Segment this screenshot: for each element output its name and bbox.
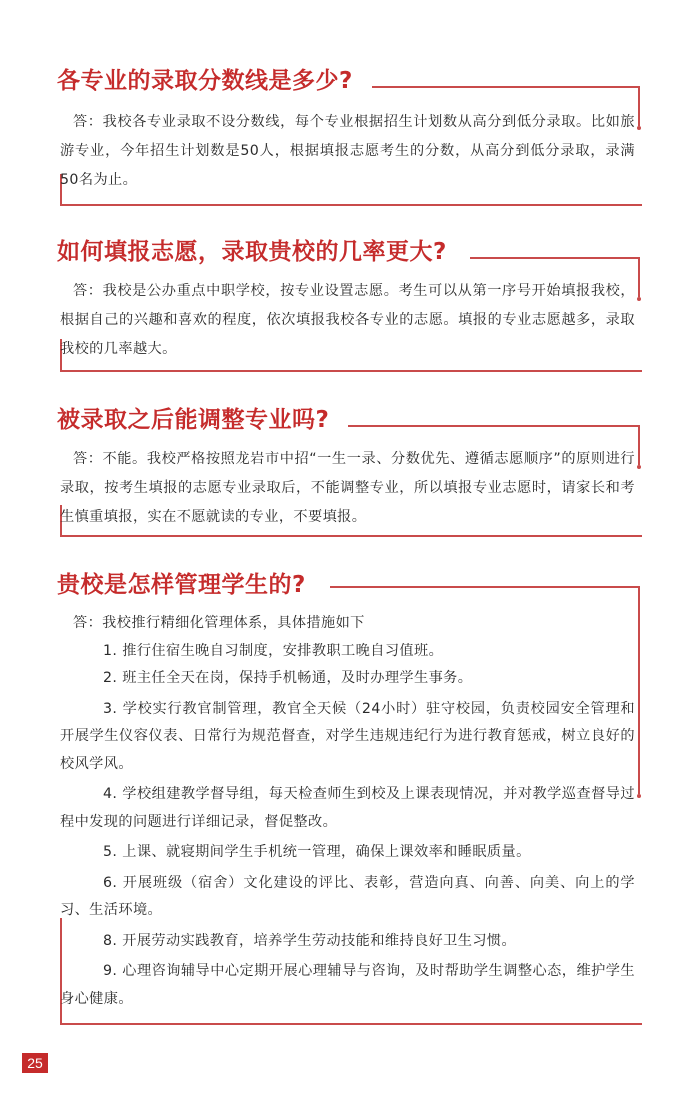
answer-intro: 答：我校推行精细化管理体系，具体措施如下 bbox=[73, 615, 365, 631]
divider bbox=[638, 257, 640, 297]
list-item: 8. 开展劳动实践教育，培养学生劳动技能和维持良好卫生习惯。 bbox=[103, 932, 517, 949]
divider-dot bbox=[637, 126, 641, 130]
divider-dot bbox=[637, 794, 641, 798]
answer-list bbox=[60, 610, 635, 1013]
page-number: 25 bbox=[22, 1053, 48, 1073]
question-title: 被录取之后能调整专业吗? bbox=[57, 407, 330, 433]
divider-dot bbox=[637, 465, 641, 469]
divider bbox=[60, 535, 642, 537]
list-item: 3. 学校实行教官制管理，教官全天候（24小时）驻守校园，负责校园安全管理和开展学生仪容仪表、日常行为规范督查，对学生违规违纪行为进行教育惩戒，树立良好的校风学风。 bbox=[60, 700, 635, 772]
list-item: 4. 学校组建教学督导组，每天检查师生到校及上课表现情况，并对教学巡查督导过程中发现的问题进行详细记录，督促整改。 bbox=[60, 786, 635, 830]
divider bbox=[60, 204, 642, 206]
question-title: 各专业的录取分数线是多少? bbox=[57, 68, 353, 94]
divider-dot bbox=[637, 297, 641, 301]
answer-text: 答：我校各专业录取不设分数线，每个专业根据招生计划数从高分到低分录取。比如旅游专业，今年招生计划数是50人，根据填报志愿考生的分数，从高分到低分录取，录满50名为止。 bbox=[60, 114, 635, 188]
divider bbox=[638, 86, 640, 126]
divider bbox=[60, 370, 642, 372]
divider bbox=[372, 86, 640, 88]
divider bbox=[60, 1023, 642, 1025]
divider bbox=[470, 257, 640, 259]
question-title: 贵校是怎样管理学生的? bbox=[57, 572, 306, 598]
divider bbox=[348, 425, 640, 427]
list-item: 1. 推行住宿生晚自习制度，安排教职工晚自习值班。 bbox=[103, 642, 444, 659]
list-item: 6. 开展班级（宿舍）文化建设的评比、表彰，营造向真、向善、向美、向上的学习、生活环境。 bbox=[60, 874, 635, 918]
list-item: 2. 班主任全天在岗，保持手机畅通，及时办理学生事务。 bbox=[103, 670, 473, 686]
answer-text: 答：不能。我校严格按照龙岩市中招“一生一录、分数优先、遵循志愿顺序”的原则进行录取，按考生填报的志愿专业录取后，不能调整专业，所以填报专业志愿时，请家长和考生慎重填报，实在不愿就读的专业，不要填报。 bbox=[60, 451, 635, 525]
divider bbox=[330, 586, 640, 588]
divider bbox=[638, 586, 640, 794]
answer-text: 答：我校是公办重点中职学校，按专业设置志愿。考生可以从第一序号开始填报我校，根据自己的兴趣和喜欢的程度，依次填报我校各专业的志愿。填报的专业志愿越多，录取我校的几率越大。 bbox=[60, 283, 635, 357]
question-title: 如何填报志愿，录取贵校的几率更大? bbox=[57, 239, 447, 265]
list-item: 9. 心理咨询辅导中心定期开展心理辅导与咨询，及时帮助学生调整心态，维护学生身心健康。 bbox=[60, 963, 635, 1007]
list-item: 5. 上课、就寝期间学生手机统一管理，确保上课效率和睡眠质量。 bbox=[103, 844, 531, 860]
divider bbox=[638, 425, 640, 465]
